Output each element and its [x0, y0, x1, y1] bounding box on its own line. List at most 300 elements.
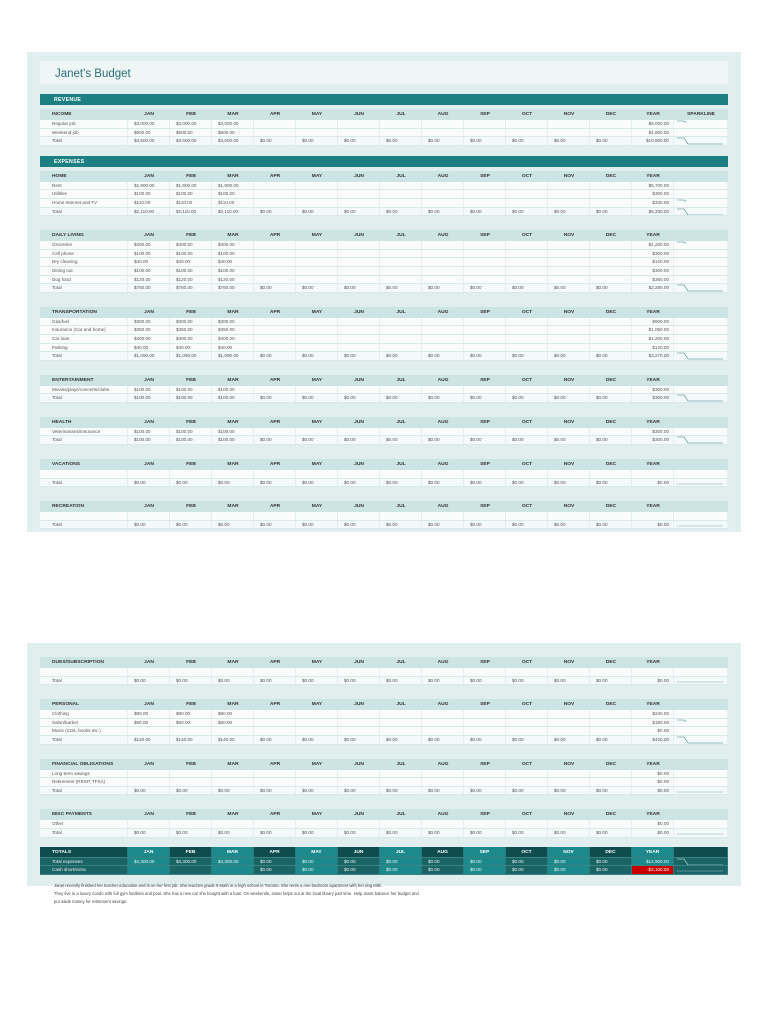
budget-cell[interactable]	[590, 770, 632, 778]
budget-cell[interactable]	[422, 428, 464, 436]
budget-cell[interactable]	[464, 428, 506, 436]
budget-cell[interactable]	[212, 470, 254, 478]
budget-cell[interactable]	[548, 199, 590, 207]
budget-cell[interactable]	[422, 267, 464, 275]
budget-cell[interactable]	[254, 778, 296, 786]
budget-cell[interactable]: $80.00	[128, 710, 170, 718]
budget-cell[interactable]	[128, 727, 170, 735]
budget-cell[interactable]	[254, 470, 296, 478]
budget-cell[interactable]	[380, 820, 422, 828]
budget-cell[interactable]	[338, 335, 380, 343]
budget-cell[interactable]	[506, 386, 548, 394]
budget-cell[interactable]	[338, 199, 380, 207]
budget-cell[interactable]	[548, 778, 590, 786]
budget-cell[interactable]	[422, 250, 464, 258]
budget-cell[interactable]	[380, 129, 422, 137]
budget-cell[interactable]: $60.00	[212, 719, 254, 727]
budget-cell[interactable]	[422, 770, 464, 778]
budget-cell[interactable]: $300.00	[170, 318, 212, 326]
budget-cell[interactable]	[548, 258, 590, 266]
budget-cell[interactable]	[338, 276, 380, 284]
budget-cell[interactable]	[422, 668, 464, 676]
budget-cell[interactable]	[422, 182, 464, 190]
budget-cell[interactable]	[590, 428, 632, 436]
budget-cell[interactable]	[464, 267, 506, 275]
budget-cell[interactable]	[296, 318, 338, 326]
budget-cell[interactable]	[254, 190, 296, 198]
budget-cell[interactable]: $120.00	[170, 276, 212, 284]
budget-cell[interactable]	[506, 241, 548, 249]
budget-cell[interactable]	[590, 470, 632, 478]
budget-cell[interactable]	[380, 719, 422, 727]
budget-cell[interactable]	[590, 512, 632, 520]
budget-cell[interactable]	[548, 318, 590, 326]
budget-cell[interactable]	[380, 120, 422, 128]
budget-cell[interactable]	[590, 318, 632, 326]
budget-cell[interactable]	[464, 668, 506, 676]
budget-cell[interactable]	[296, 335, 338, 343]
budget-cell[interactable]	[338, 326, 380, 334]
budget-cell[interactable]	[506, 276, 548, 284]
budget-cell[interactable]: $120.00	[128, 276, 170, 284]
budget-cell[interactable]	[548, 335, 590, 343]
budget-cell[interactable]	[464, 199, 506, 207]
budget-cell[interactable]	[380, 250, 422, 258]
budget-cell[interactable]	[548, 719, 590, 727]
budget-cell[interactable]	[212, 512, 254, 520]
budget-cell[interactable]	[254, 129, 296, 137]
budget-cell[interactable]	[464, 276, 506, 284]
budget-cell[interactable]	[338, 470, 380, 478]
budget-cell[interactable]	[338, 190, 380, 198]
budget-cell[interactable]	[506, 267, 548, 275]
budget-cell[interactable]: $40.00	[128, 344, 170, 352]
budget-cell[interactable]: $100.00	[212, 190, 254, 198]
budget-cell[interactable]	[548, 250, 590, 258]
budget-cell[interactable]	[380, 199, 422, 207]
budget-cell[interactable]	[422, 470, 464, 478]
budget-cell[interactable]	[464, 258, 506, 266]
budget-cell[interactable]: $400.00	[128, 335, 170, 343]
budget-cell[interactable]	[170, 727, 212, 735]
budget-cell[interactable]: $600.00	[170, 129, 212, 137]
budget-cell[interactable]	[296, 470, 338, 478]
budget-cell[interactable]	[254, 182, 296, 190]
budget-cell[interactable]	[590, 778, 632, 786]
budget-cell[interactable]	[590, 710, 632, 718]
budget-cell[interactable]	[254, 386, 296, 394]
budget-cell[interactable]	[590, 129, 632, 137]
budget-cell[interactable]: $60.00	[170, 719, 212, 727]
budget-cell[interactable]	[506, 120, 548, 128]
budget-cell[interactable]	[254, 241, 296, 249]
budget-cell[interactable]	[506, 258, 548, 266]
budget-cell[interactable]	[212, 770, 254, 778]
budget-cell[interactable]	[506, 710, 548, 718]
budget-cell[interactable]	[464, 727, 506, 735]
budget-cell[interactable]	[296, 727, 338, 735]
budget-cell[interactable]	[464, 820, 506, 828]
budget-cell[interactable]	[296, 512, 338, 520]
budget-cell[interactable]	[380, 318, 422, 326]
budget-cell[interactable]: $300.00	[212, 318, 254, 326]
budget-cell[interactable]	[548, 326, 590, 334]
budget-cell[interactable]	[548, 267, 590, 275]
budget-cell[interactable]	[548, 276, 590, 284]
budget-cell[interactable]	[254, 326, 296, 334]
budget-cell[interactable]	[506, 199, 548, 207]
budget-cell[interactable]	[590, 120, 632, 128]
budget-cell[interactable]	[338, 241, 380, 249]
budget-cell[interactable]: $600.00	[128, 129, 170, 137]
budget-cell[interactable]	[506, 182, 548, 190]
budget-cell[interactable]	[296, 182, 338, 190]
budget-cell[interactable]: $110.00	[212, 199, 254, 207]
budget-cell[interactable]	[548, 129, 590, 137]
budget-cell[interactable]	[296, 770, 338, 778]
budget-cell[interactable]	[380, 386, 422, 394]
budget-cell[interactable]	[506, 820, 548, 828]
budget-cell[interactable]	[548, 386, 590, 394]
budget-cell[interactable]	[506, 318, 548, 326]
budget-cell[interactable]	[338, 770, 380, 778]
budget-cell[interactable]	[590, 276, 632, 284]
budget-cell[interactable]: $100.00	[170, 428, 212, 436]
budget-cell[interactable]	[254, 727, 296, 735]
budget-cell[interactable]	[422, 386, 464, 394]
budget-cell[interactable]	[464, 719, 506, 727]
budget-cell[interactable]	[380, 267, 422, 275]
budget-cell[interactable]: $100.00	[212, 386, 254, 394]
budget-cell[interactable]	[548, 470, 590, 478]
budget-cell[interactable]	[380, 770, 422, 778]
budget-cell[interactable]	[464, 512, 506, 520]
budget-cell[interactable]	[548, 820, 590, 828]
budget-cell[interactable]: $400.00	[212, 335, 254, 343]
budget-cell[interactable]	[464, 778, 506, 786]
budget-cell[interactable]	[296, 326, 338, 334]
budget-cell[interactable]: $40.00	[212, 344, 254, 352]
budget-cell[interactable]	[338, 820, 380, 828]
budget-cell[interactable]	[548, 120, 590, 128]
budget-cell[interactable]	[464, 335, 506, 343]
budget-cell[interactable]	[128, 778, 170, 786]
budget-cell[interactable]	[590, 182, 632, 190]
budget-cell[interactable]	[296, 344, 338, 352]
budget-cell[interactable]	[464, 129, 506, 137]
budget-cell[interactable]	[254, 719, 296, 727]
budget-cell[interactable]	[380, 326, 422, 334]
budget-cell[interactable]	[170, 820, 212, 828]
budget-cell[interactable]	[254, 120, 296, 128]
budget-cell[interactable]	[170, 770, 212, 778]
budget-cell[interactable]	[380, 470, 422, 478]
budget-cell[interactable]	[296, 120, 338, 128]
budget-cell[interactable]	[338, 258, 380, 266]
budget-cell[interactable]	[506, 668, 548, 676]
budget-cell[interactable]	[338, 386, 380, 394]
budget-cell[interactable]	[464, 120, 506, 128]
budget-cell[interactable]	[212, 820, 254, 828]
budget-cell[interactable]	[296, 250, 338, 258]
budget-cell[interactable]	[422, 344, 464, 352]
budget-cell[interactable]	[590, 727, 632, 735]
budget-cell[interactable]	[464, 190, 506, 198]
budget-cell[interactable]	[548, 668, 590, 676]
budget-cell[interactable]	[590, 199, 632, 207]
budget-cell[interactable]	[590, 258, 632, 266]
budget-cell[interactable]: $60.00	[128, 719, 170, 727]
budget-cell[interactable]	[380, 241, 422, 249]
budget-cell[interactable]: $100.00	[170, 386, 212, 394]
budget-cell[interactable]	[422, 318, 464, 326]
budget-cell[interactable]	[296, 190, 338, 198]
budget-cell[interactable]: $600.00	[212, 129, 254, 137]
budget-cell[interactable]: $40.00	[212, 258, 254, 266]
budget-cell[interactable]	[254, 258, 296, 266]
budget-cell[interactable]	[380, 778, 422, 786]
budget-cell[interactable]	[338, 318, 380, 326]
budget-cell[interactable]: $100.00	[212, 250, 254, 258]
budget-cell[interactable]	[338, 120, 380, 128]
budget-cell[interactable]	[296, 386, 338, 394]
budget-cell[interactable]	[548, 182, 590, 190]
budget-cell[interactable]: $100.00	[170, 190, 212, 198]
budget-cell[interactable]	[590, 386, 632, 394]
budget-cell[interactable]	[422, 719, 464, 727]
budget-cell[interactable]	[254, 710, 296, 718]
budget-cell[interactable]	[422, 276, 464, 284]
budget-cell[interactable]	[296, 719, 338, 727]
budget-cell[interactable]	[170, 512, 212, 520]
budget-cell[interactable]	[380, 512, 422, 520]
budget-cell[interactable]	[296, 710, 338, 718]
budget-cell[interactable]	[380, 258, 422, 266]
budget-cell[interactable]	[548, 344, 590, 352]
budget-cell[interactable]	[338, 250, 380, 258]
budget-cell[interactable]	[590, 190, 632, 198]
budget-cell[interactable]	[254, 428, 296, 436]
budget-cell[interactable]	[254, 820, 296, 828]
budget-cell[interactable]	[254, 199, 296, 207]
budget-cell[interactable]: $400.00	[170, 241, 212, 249]
budget-cell[interactable]: $120.00	[212, 276, 254, 284]
budget-cell[interactable]	[380, 276, 422, 284]
budget-cell[interactable]: $40.00	[128, 258, 170, 266]
budget-cell[interactable]	[422, 727, 464, 735]
budget-cell[interactable]	[296, 778, 338, 786]
budget-cell[interactable]	[506, 335, 548, 343]
budget-cell[interactable]	[548, 710, 590, 718]
budget-cell[interactable]	[422, 241, 464, 249]
budget-cell[interactable]	[464, 344, 506, 352]
budget-cell[interactable]	[254, 335, 296, 343]
budget-cell[interactable]	[296, 258, 338, 266]
budget-cell[interactable]: $80.00	[212, 710, 254, 718]
budget-cell[interactable]	[590, 250, 632, 258]
budget-cell[interactable]	[380, 428, 422, 436]
budget-cell[interactable]: $400.00	[128, 241, 170, 249]
budget-cell[interactable]	[338, 267, 380, 275]
budget-cell[interactable]: $100.00	[128, 190, 170, 198]
budget-cell[interactable]: $1,900.00	[212, 182, 254, 190]
budget-cell[interactable]	[506, 428, 548, 436]
budget-cell[interactable]	[128, 470, 170, 478]
budget-cell[interactable]	[170, 470, 212, 478]
budget-cell[interactable]	[464, 241, 506, 249]
budget-cell[interactable]	[590, 241, 632, 249]
budget-cell[interactable]	[296, 668, 338, 676]
budget-cell[interactable]	[422, 512, 464, 520]
budget-cell[interactable]	[422, 335, 464, 343]
budget-cell[interactable]	[548, 241, 590, 249]
budget-cell[interactable]	[380, 190, 422, 198]
budget-cell[interactable]	[590, 267, 632, 275]
budget-cell[interactable]	[254, 250, 296, 258]
budget-cell[interactable]: $1,900.00	[170, 182, 212, 190]
budget-cell[interactable]	[254, 770, 296, 778]
budget-cell[interactable]	[506, 727, 548, 735]
budget-cell[interactable]	[548, 770, 590, 778]
budget-cell[interactable]: $110.00	[170, 199, 212, 207]
budget-cell[interactable]	[422, 326, 464, 334]
budget-cell[interactable]	[422, 199, 464, 207]
budget-cell[interactable]: $80.00	[170, 710, 212, 718]
budget-cell[interactable]	[422, 258, 464, 266]
budget-cell[interactable]: $1,900.00	[128, 182, 170, 190]
budget-cell[interactable]	[506, 770, 548, 778]
budget-cell[interactable]	[422, 190, 464, 198]
budget-cell[interactable]	[128, 512, 170, 520]
budget-cell[interactable]: $100.00	[170, 250, 212, 258]
budget-cell[interactable]	[338, 719, 380, 727]
budget-cell[interactable]	[296, 267, 338, 275]
budget-cell[interactable]	[464, 326, 506, 334]
budget-cell[interactable]	[254, 344, 296, 352]
budget-cell[interactable]	[212, 727, 254, 735]
budget-cell[interactable]	[338, 710, 380, 718]
budget-cell[interactable]	[254, 267, 296, 275]
budget-cell[interactable]: $350.00	[128, 326, 170, 334]
budget-cell[interactable]	[422, 120, 464, 128]
budget-cell[interactable]	[422, 778, 464, 786]
budget-cell[interactable]	[464, 710, 506, 718]
budget-cell[interactable]: $100.00	[128, 428, 170, 436]
budget-cell[interactable]	[212, 778, 254, 786]
budget-cell[interactable]	[548, 428, 590, 436]
budget-cell[interactable]	[464, 470, 506, 478]
budget-cell[interactable]	[506, 719, 548, 727]
budget-cell[interactable]: $3,000.00	[170, 120, 212, 128]
budget-cell[interactable]	[254, 512, 296, 520]
budget-cell[interactable]	[254, 668, 296, 676]
budget-cell[interactable]	[506, 512, 548, 520]
budget-cell[interactable]: $100.00	[212, 428, 254, 436]
budget-cell[interactable]	[338, 182, 380, 190]
budget-cell[interactable]	[128, 820, 170, 828]
budget-cell[interactable]	[590, 344, 632, 352]
budget-cell[interactable]	[464, 250, 506, 258]
budget-cell[interactable]	[590, 820, 632, 828]
budget-cell[interactable]	[338, 344, 380, 352]
budget-cell[interactable]	[380, 182, 422, 190]
budget-cell[interactable]: $100.00	[170, 267, 212, 275]
budget-cell[interactable]	[506, 344, 548, 352]
budget-cell[interactable]	[380, 710, 422, 718]
budget-cell[interactable]	[464, 318, 506, 326]
budget-cell[interactable]	[590, 668, 632, 676]
budget-cell[interactable]	[548, 727, 590, 735]
budget-cell[interactable]	[338, 129, 380, 137]
budget-cell[interactable]: $40.00	[170, 258, 212, 266]
budget-cell[interactable]	[506, 129, 548, 137]
budget-cell[interactable]: $350.00	[212, 326, 254, 334]
budget-cell[interactable]: $110.00	[128, 199, 170, 207]
budget-cell[interactable]	[422, 820, 464, 828]
budget-cell[interactable]	[338, 727, 380, 735]
budget-cell[interactable]	[380, 727, 422, 735]
budget-cell[interactable]	[422, 129, 464, 137]
budget-cell[interactable]: $300.00	[128, 318, 170, 326]
budget-cell[interactable]: $350.00	[170, 326, 212, 334]
budget-cell[interactable]	[464, 182, 506, 190]
budget-cell[interactable]	[296, 820, 338, 828]
budget-cell[interactable]	[380, 668, 422, 676]
budget-cell[interactable]	[380, 344, 422, 352]
budget-cell[interactable]: $100.00	[212, 267, 254, 275]
budget-cell[interactable]	[380, 335, 422, 343]
budget-cell[interactable]: $400.00	[170, 335, 212, 343]
budget-cell[interactable]	[128, 668, 170, 676]
budget-cell[interactable]: $100.00	[128, 267, 170, 275]
budget-cell[interactable]	[170, 668, 212, 676]
budget-cell[interactable]: $400.00	[212, 241, 254, 249]
budget-cell[interactable]	[296, 199, 338, 207]
budget-cell[interactable]	[254, 318, 296, 326]
budget-cell[interactable]	[506, 778, 548, 786]
budget-cell[interactable]	[548, 512, 590, 520]
budget-cell[interactable]	[506, 250, 548, 258]
budget-cell[interactable]	[506, 190, 548, 198]
budget-cell[interactable]	[464, 770, 506, 778]
budget-cell[interactable]	[296, 129, 338, 137]
budget-cell[interactable]	[296, 428, 338, 436]
budget-cell[interactable]	[506, 470, 548, 478]
budget-cell[interactable]	[590, 335, 632, 343]
budget-cell[interactable]	[338, 668, 380, 676]
budget-cell[interactable]	[296, 241, 338, 249]
budget-cell[interactable]	[338, 512, 380, 520]
budget-cell[interactable]	[254, 276, 296, 284]
budget-cell[interactable]: $100.00	[128, 250, 170, 258]
budget-cell[interactable]	[464, 386, 506, 394]
budget-cell[interactable]	[170, 778, 212, 786]
budget-cell[interactable]	[590, 719, 632, 727]
budget-cell[interactable]	[590, 326, 632, 334]
budget-cell[interactable]	[422, 710, 464, 718]
budget-cell[interactable]	[338, 778, 380, 786]
budget-cell[interactable]: $40.00	[170, 344, 212, 352]
budget-cell[interactable]	[128, 770, 170, 778]
budget-cell[interactable]	[212, 668, 254, 676]
budget-cell[interactable]: $3,000.00	[128, 120, 170, 128]
budget-cell[interactable]: $100.00	[128, 386, 170, 394]
budget-cell[interactable]	[548, 190, 590, 198]
budget-cell[interactable]	[506, 326, 548, 334]
budget-cell[interactable]	[338, 428, 380, 436]
budget-cell[interactable]: $3,000.00	[212, 120, 254, 128]
budget-cell[interactable]	[296, 276, 338, 284]
